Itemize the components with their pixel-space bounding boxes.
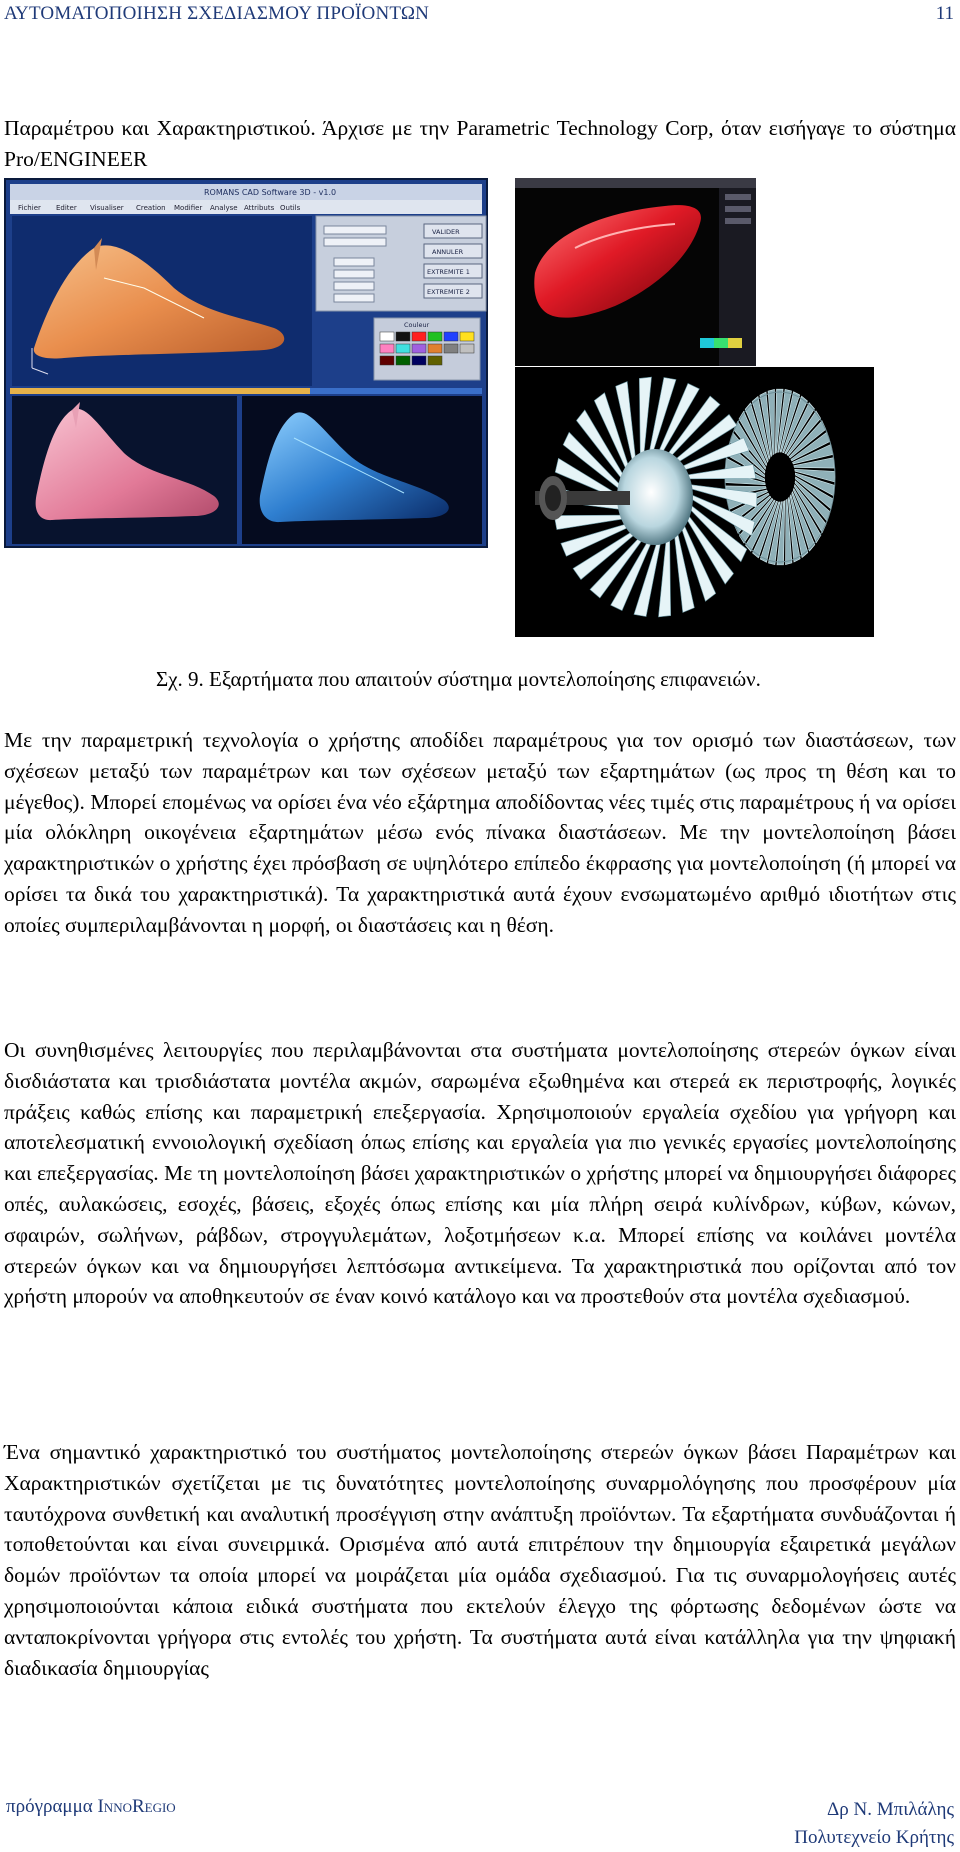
paragraph-assembly: Ένα σημαντικό χαρακτηριστικό του συστήματος μοντελοποίησης στερεών όγκων βάσει Παραμέτρων και Χαρακτηριστικών σχετίζεται με τις δυνατότητες μοντελοποίησης συναρμολόγησης που προσφέρουν μία ταυτόχρονα συνθετική και αναλυτική προσέγγιση στην ανάπτυξη προϊόντων. Τα εξαρτήματα συνδυάζονται ή τοποθετούνται και είναι συνειρμικά. Ορισμένα από αυτά επιτρέπουν την δημιουργία εξαιρετικά μεγάλων δομών προϊόντων τα οποία μπορεί να μοιράζεται μία ομάδα σχεδιασμού. Για τις συναρμολογήσεις αυτές χρησιμοποιούνται κάποια ειδικά συστήματα που εκτελούν έλεγχο της φόρτωσης δεδομένων ώστε να ανταποκρίνονται γρήγορα στις εντολές του χρήστη. Τα συστήματα αυτά είναι κατάλληλα για την ψηφιακή διαδικασία δημιουργίας [4,1440,956,1680]
cad-menu-attributs: Attributs [244,204,275,212]
footer-institution: Πολυτεχνείο Κρήτης [794,1827,954,1848]
cad-extremite2-button: EXTREMITE 2 [427,288,470,296]
cad-menu-fichier: Fichier [18,204,41,212]
cad-menu-creation: Creation [136,204,166,212]
footer-author-block [694,1796,954,1852]
cad-menu-analyse: Analyse [210,204,238,212]
footer-program-name: InnoRegio [97,1796,176,1817]
footer-program-prefix: πρόγραμμα [6,1796,98,1817]
cad-valider-button: VALIDER [432,228,460,236]
figure-caption: Σχ. 9. Εξαρτήματα που απαιτούν σύστημα μοντελοποίησης επιφανειών. [156,667,761,691]
footer-author: Δρ Ν. Μπιλάλης [827,1799,954,1820]
page-header [4,0,954,30]
paragraph-solid-modeling: Οι συνηθισμένες λειτουργίες που περιλαμβάνονται στα συστήματα μοντελοποίησης στερεών όγκων είναι δισδιάστατα και τρισδιάστατα μοντέλα ακμών, σαρωμένα εξωθημένα και στερεά εκ περιστροφής, λογικές πράξεις καθώς επίσης και παραμετρική επεξεργασία. Χρησιμοποιούν εργαλεία σχεδίου για γρήγορη και αποτελεσματική εννοιολογική σχεδίαση όπως επίσης και εργαλεία για πιο γενικές εργασίες μοντελοποίησης και επεξεργασίας. Με τη μοντελοποίηση βάσει χαρακτηριστικών ο χρήστης μπορεί να δημιουργήσει διάφορες οπές, αυλακώσεις, εσοχές, βάσεις, εξοχές όπως επίσης και μία πλήρη σειρά κυλίνδρων, κύβων, κώνων, σφαιρών, σωλήνων, ράβδων, στρογγυλεμάτων, λοξοτμήσεων κ.α. Μπορεί επίσης να κοιλάνει μοντέλα στερεών όγκων και να δημιουργήσει λεπτόσωμα αντικείμενα. Τα χαρακτηριστικά που ορίζονται από τον χρήστη μπορούν να αποθηκευτούν σε έναν κοινό κατάλογο και να προστεθούν στα μοντέλα σχεδιασμού. [4,1038,956,1309]
cad-window-title: ROMANS CAD Software 3D - v1.0 [204,188,337,197]
turbine-impeller-render [515,367,874,637]
cad-menu-modifier: Modifier [174,204,203,212]
cad-menu-visualiser: Visualiser [90,204,124,212]
cad-menu-editer: Editer [56,204,77,212]
cad-shoe-screenshot [4,178,488,548]
cad-extremite1-button: EXTREMITE 1 [427,268,470,276]
cad-palette-title: Couleur [404,321,430,329]
running-title: ΑΥΤΟΜΑΤΟΠΟΙΗΣΗ ΣΧΕΔΙΑΣΜΟΥ ΠΡΟΪΟΝΤΩΝ [4,3,430,24]
footer-program [6,1796,176,1818]
paragraph-intro: Παραμέτρου και Χαρακτηριστικού. Άρχισε με την Parametric Technology Corp, όταν εισήγαγε το σύστημα Pro/ENGINEER [4,116,956,171]
page-number: 11 [935,3,954,24]
cad-annuler-button: ANNULER [432,248,464,256]
red-body-render [515,178,756,366]
cad-menu-outils: Outils [280,204,301,212]
paragraph-parametric: Με την παραμετρική τεχνολογία ο χρήστης αποδίδει παραμέτρους για τον ορισμό των διαστάσεων, των σχέσεων μεταξύ των παραμέτρων και των σχέσεων μεταξύ των εξαρτημάτων (ως προς τη θέση και το μέγεθος). Μπορεί επομένως να ορίσει ένα νέο εξάρτημα αποδίδοντας νέες τιμές στις παραμέτρους ή να ορίσει μία ολόκληρη οικογένεια εξαρτημάτων μέσω ενός πίνακα διαστάσεων. Με την μοντελοποίηση βάσει χαρακτηριστικών ο χρήστης έχει πρόσβαση σε υψηλότερο επίπεδο έκφρασης για μοντελοποίηση (ή μπορεί να ορίσει τα δικά του χαρακτηριστικά). Τα χαρακτηριστικά αυτά έχουν ενσωματωμένο αριθμό ιδιοτήτων στις οποίες συμπεριλαμβάνονται η μορφή, οι διαστάσεις και η θέση. [4,728,956,937]
